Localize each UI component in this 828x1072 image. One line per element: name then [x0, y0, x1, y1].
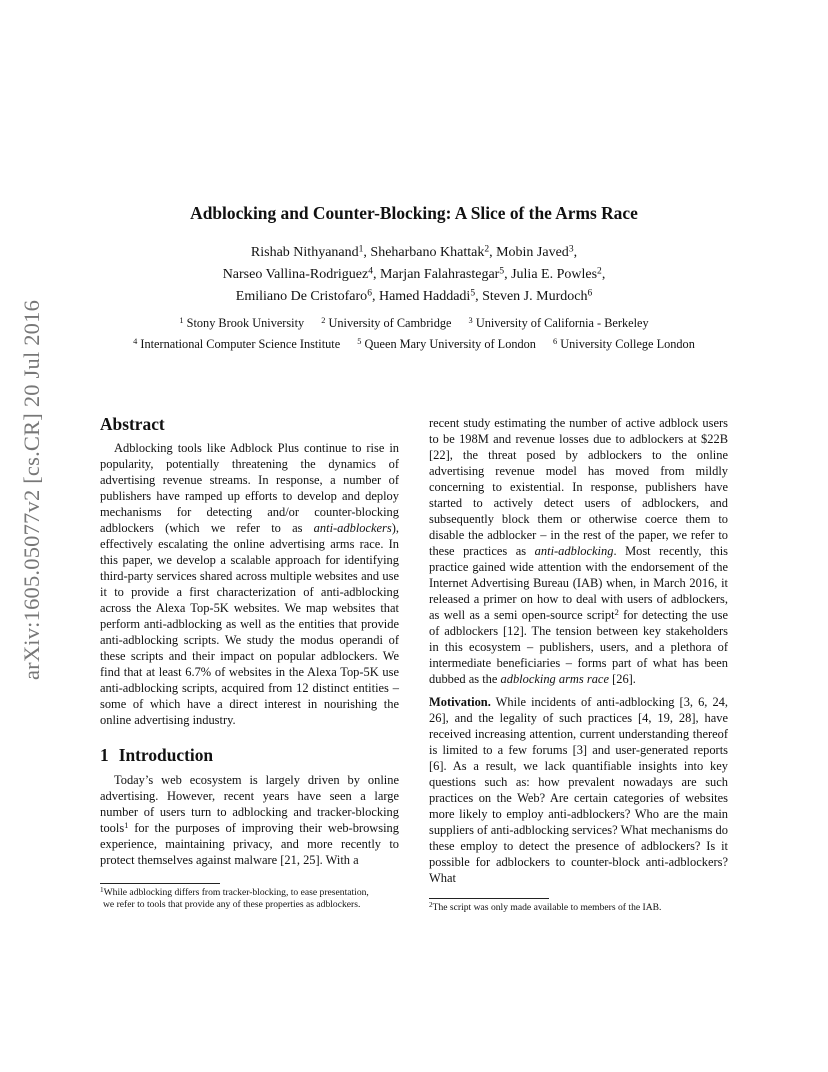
- footnote-1-line: we refer to tools that provide any of these properties as adblockers.: [103, 899, 361, 910]
- affiliation: [553, 337, 695, 351]
- motivation-text: While incidents of anti-adblocking [3, 6, 24, 26], and the legality of such practices [4, 19, 28], have received increasing attention, current understanding thereof is limited to a few forums [3] and user-generated reports [6]. As a result, we lack quantifiable insights into key questions such as: how prevalent nowadays are such practices on the Web? Are certain categories of websites more likely to employ anti-adblockers? Who are the main suppliers of anti-adblocking services? What mechanisms do these employ to detect the presence of adblockers? Is it possible for adblockers to counter-block anti-adblockers? What: [429, 695, 728, 885]
- right-column: [429, 415, 728, 886]
- author-line: [0, 264, 828, 286]
- paper-title: Adblocking and Counter-Blocking: A Slice of the Arms Race: [190, 203, 638, 223]
- introduction-heading: [100, 745, 399, 765]
- affiliation-mark: 3: [468, 315, 473, 325]
- introduction-text-part: [26].: [608, 672, 636, 686]
- author-separator: ,: [372, 267, 380, 282]
- left-column: [100, 414, 399, 868]
- author-separator: ,: [601, 267, 606, 282]
- introduction-text-part: Today’s web ecosystem is largely driven by online advertising. However, recent years have seen a large number of users turn to adblocking and tracker-blocking tools: [100, 773, 399, 835]
- affiliation-mark: 2: [321, 315, 326, 325]
- motivation-label: Motivation.: [429, 695, 491, 709]
- introduction-text-part: recent study estimating the number of active adblock users to be 198M and revenue losses due to adblockers at $22B [22], the threat posed by adblockers to the online advertising revenue model has moved from mildly concerning to existential. In response, publishers have started to actively detect users of adblockers, and subsequently block them or otherwise coerce them to disable the adblocker – in the rest of the paper, we refer to these practices as: [429, 416, 728, 558]
- author-name: Sheharbano Khattak: [370, 245, 485, 260]
- introduction-emphasis: anti-adblocking: [534, 544, 614, 558]
- affiliation-line: [0, 313, 828, 334]
- author-separator: ,: [475, 289, 483, 304]
- affiliation-mark: 5: [357, 336, 362, 346]
- author-separator: ,: [371, 289, 379, 304]
- section-title: Introduction: [118, 745, 214, 765]
- author-name: Emiliano De Cristofaro: [235, 289, 368, 304]
- author-affil-mark: 5: [499, 266, 505, 277]
- affiliation-name: University College London: [560, 337, 695, 351]
- author-affil-mark: 2: [484, 244, 490, 255]
- affiliation-name: University of California - Berkeley: [475, 316, 649, 330]
- author-affil-mark: 2: [597, 266, 602, 277]
- abstract-text-part: Adblocking tools like Adblock Plus continue to rise in popularity, potentially threatening the dynamics of advertising revenue streams. In response, a number of publishers have ramped up efforts to develop and deploy mechanisms for detecting and/or counter-blocking adblockers (which we refer to as: [100, 441, 399, 535]
- footnote-2: [429, 902, 728, 914]
- abstract-heading: Abstract: [100, 414, 165, 434]
- author-line: [0, 286, 828, 308]
- affiliation-name: University of Cambridge: [328, 316, 452, 330]
- abstract-text: [100, 440, 399, 728]
- author-name: Marjan Falahrastegar: [379, 267, 500, 282]
- author-affil-mark: 5: [470, 288, 476, 299]
- affiliation-name: Stony Brook University: [186, 316, 305, 330]
- abstract-text-part: ), effectively escalating the online advertising arms race. In this paper, we develop a scalable approach for identifying third-party services shared across multiple websites and use it to provide a first characterization of anti-adblocking across the Alexa Top-5K websites. We map websites that perform anti-adblocking as well as the entities that provide anti-adblocking scripts. We study the modus operandi of these scripts and their impact on popular adblockers. We find that at least 6.7% of websites in the Alexa Top-5K use anti-adblocking scripts, acquired from 12 distinct entities – some of which have a direct interest in nourishing the online advertising industry.: [100, 521, 399, 727]
- introduction-paragraph: [100, 772, 399, 868]
- author-name: Julia E. Powles: [511, 267, 598, 282]
- author-name: Steven J. Murdoch: [482, 289, 588, 304]
- introduction-text-part: for detecting the use of adblockers [12]. The tension between key stakeholders in this ecosystem – publishers, users, and a plethora of intermediate beneficiaries – forms part of what has been dubbed as the: [429, 608, 728, 686]
- author-name: Mobin Javed: [496, 245, 569, 260]
- introduction-text-part: for the purposes of improving their web-browsing experience, maintaining privacy, and more recently to protect themselves against malware [21, 25]. With a: [100, 821, 399, 867]
- arxiv-identifier-text: arXiv:1605.05077v2 [cs.CR] 20 Jul 2016: [19, 299, 44, 681]
- affiliation: [179, 316, 304, 330]
- author-affil-mark: 6: [587, 288, 593, 299]
- author-affil-mark: 4: [368, 266, 373, 277]
- affiliation-mark: 1: [179, 315, 184, 325]
- author-list: [0, 242, 828, 308]
- affiliation-mark: 4: [133, 336, 138, 346]
- author-name: Rishab Nithyanand: [250, 245, 359, 260]
- abstract-emphasis: anti-adblockers: [313, 521, 392, 535]
- footnote-1-text: While adblocking differs from tracker-blocking, to ease presentation,: [103, 887, 369, 898]
- affiliation: [469, 316, 649, 330]
- affiliation: [321, 316, 451, 330]
- author-name: Hamed Haddadi: [378, 289, 471, 304]
- footnote-rule: [429, 898, 549, 899]
- footnote-mark: 2: [614, 606, 619, 617]
- motivation-paragraph: [429, 694, 728, 886]
- author-separator: ,: [573, 245, 578, 260]
- footnote-1-mark: 1: [100, 885, 104, 894]
- author-name: Narseo Vallina-Rodriguez: [222, 267, 369, 282]
- author-affil-mark: 3: [568, 244, 574, 255]
- affiliation-list: [0, 313, 828, 355]
- author-affil-mark: 1: [358, 244, 364, 255]
- author-separator: ,: [489, 245, 497, 260]
- section-number: 1: [100, 745, 109, 765]
- introduction-continued: [429, 415, 728, 687]
- arxiv-identifier: [21, 300, 43, 680]
- author-separator: ,: [363, 245, 371, 260]
- footnote-2-mark: 2: [429, 900, 433, 909]
- footnote-mark: 1: [124, 819, 129, 830]
- affiliation-line: [0, 334, 828, 355]
- footnote-1-line: [100, 887, 405, 899]
- affiliation-name: Queen Mary University of London: [364, 337, 536, 351]
- affiliation: [357, 337, 536, 351]
- affiliation: [133, 337, 340, 351]
- affiliation-name: International Computer Science Institute: [140, 337, 341, 351]
- affiliation-mark: 6: [553, 336, 558, 346]
- footnote-1: [100, 887, 405, 911]
- author-affil-mark: 6: [367, 288, 372, 299]
- introduction-emphasis: adblocking arms race: [500, 672, 609, 686]
- author-line: [0, 242, 828, 264]
- footnote-rule: [100, 883, 220, 884]
- introduction-text-part: . Most recently, this practice gained wide attention with the endorsement of the Internet Advertising Bureau (IAB) when, in March 2016, it released a primer on how to deal with users of adblockers, as well as a semi open-source script: [429, 544, 728, 622]
- author-separator: ,: [504, 267, 512, 282]
- footnote-2-text: The script was only made available to members of the IAB.: [432, 902, 662, 913]
